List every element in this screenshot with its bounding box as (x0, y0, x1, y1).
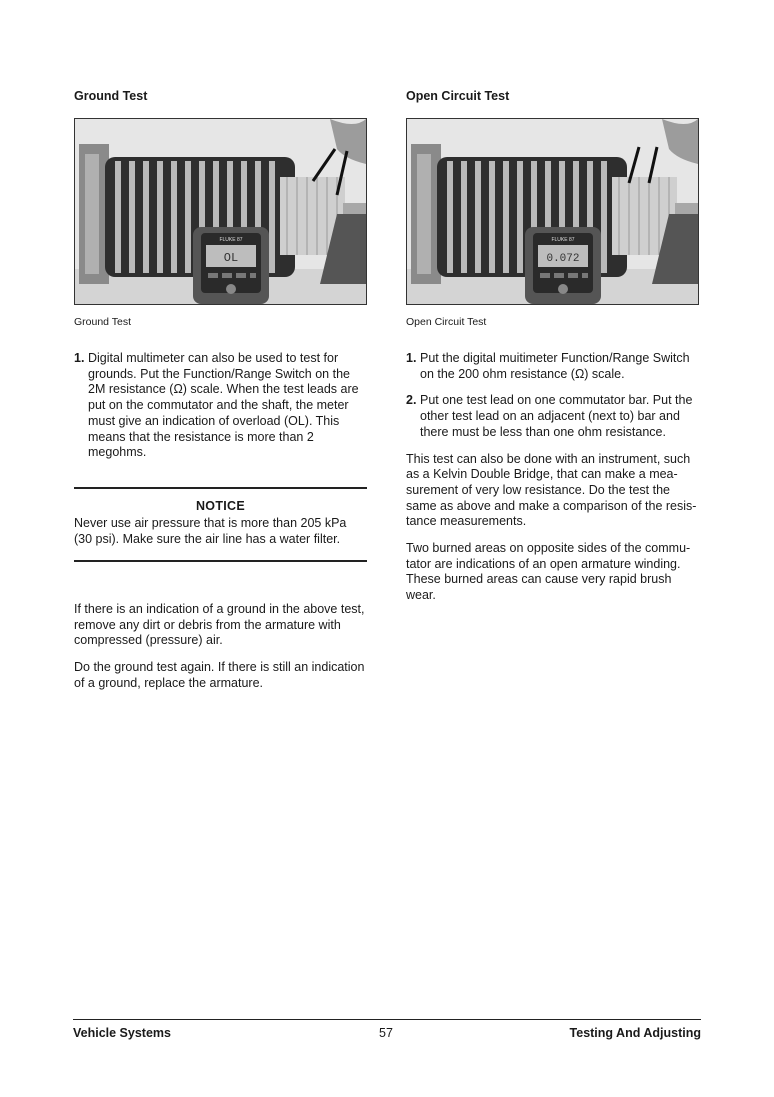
paragraph: Two burned areas on opposite sides of the commu-tator are indications of an open armature winding. These burned areas can cause very rapid brush wear. (406, 541, 691, 603)
step-number: 1. (406, 351, 417, 365)
notice-text: Never use air pressure that is more than 205 kPa (30 psi). Make sure the air line has a water filter. (74, 515, 347, 546)
page-footer (73, 1019, 701, 1040)
step-number: 2. (406, 393, 417, 408)
armature-illustration (75, 119, 366, 304)
step-item (406, 393, 699, 440)
right-body-text (406, 452, 699, 604)
step-item (74, 351, 367, 461)
right-column (406, 88, 699, 615)
notice-box (74, 487, 367, 562)
step-number: 1. (74, 351, 85, 365)
meter-brand-label: FLUKE 87 (219, 237, 243, 243)
page-number: 57 (379, 1026, 393, 1040)
left-body-text (74, 602, 367, 692)
step-text: Digital multimeter can also be used to test for grounds. Put the Function/Range Switch on the 2M resistance (Ω) scale. When the test leads are put on the commutator and the shaft, the meter must give an indication of overload (OL). This means that the resistance is more than 2 megohms. (88, 351, 359, 460)
left-column (74, 88, 367, 702)
meter-display-reading: OL (223, 251, 239, 265)
meter-display-reading: 0.072 (546, 253, 580, 265)
armature-illustration (407, 119, 698, 304)
section-heading-open-circuit-test: Open Circuit Test (406, 89, 510, 103)
notice-title: NOTICE (195, 498, 246, 513)
ground-test-photo (74, 118, 367, 305)
footer-section-title: Testing And Adjusting (569, 1026, 701, 1040)
paragraph: Do the ground test again. If there is still an indication of a ground, replace the armature. (74, 660, 365, 690)
open-circuit-test-photo (406, 118, 699, 305)
paragraph: If there is an indication of a ground in the above test, remove any dirt or debris from the armature with compressed (pressure) air. (74, 601, 365, 648)
step-text: Put the digital muitimeter Function/Range Switch on the 200 ohm resistance (Ω) scale. (420, 351, 690, 381)
figure-caption: Open Circuit Test (406, 316, 487, 328)
section-heading-ground-test: Ground Test (74, 89, 148, 103)
figure-caption: Ground Test (74, 316, 132, 328)
open-circuit-test-steps (406, 351, 699, 441)
paragraph: This test can also be done with an instrument, such as a Kelvin Double Bridge, that can make a mea-surement of very low resistance. Do the test the same as above and make a comparison of the resis-tance measurements. (406, 451, 697, 529)
meter-brand-label: FLUKE 87 (551, 237, 575, 243)
step-item (406, 351, 699, 382)
ground-test-steps (74, 351, 367, 461)
step-text: Put one test lead on one commutator bar. Put the other test lead on an adjacent (next to) bar and there must be less than one ohm resistance. (420, 393, 693, 439)
footer-manual-title: Vehicle Systems (73, 1026, 171, 1040)
